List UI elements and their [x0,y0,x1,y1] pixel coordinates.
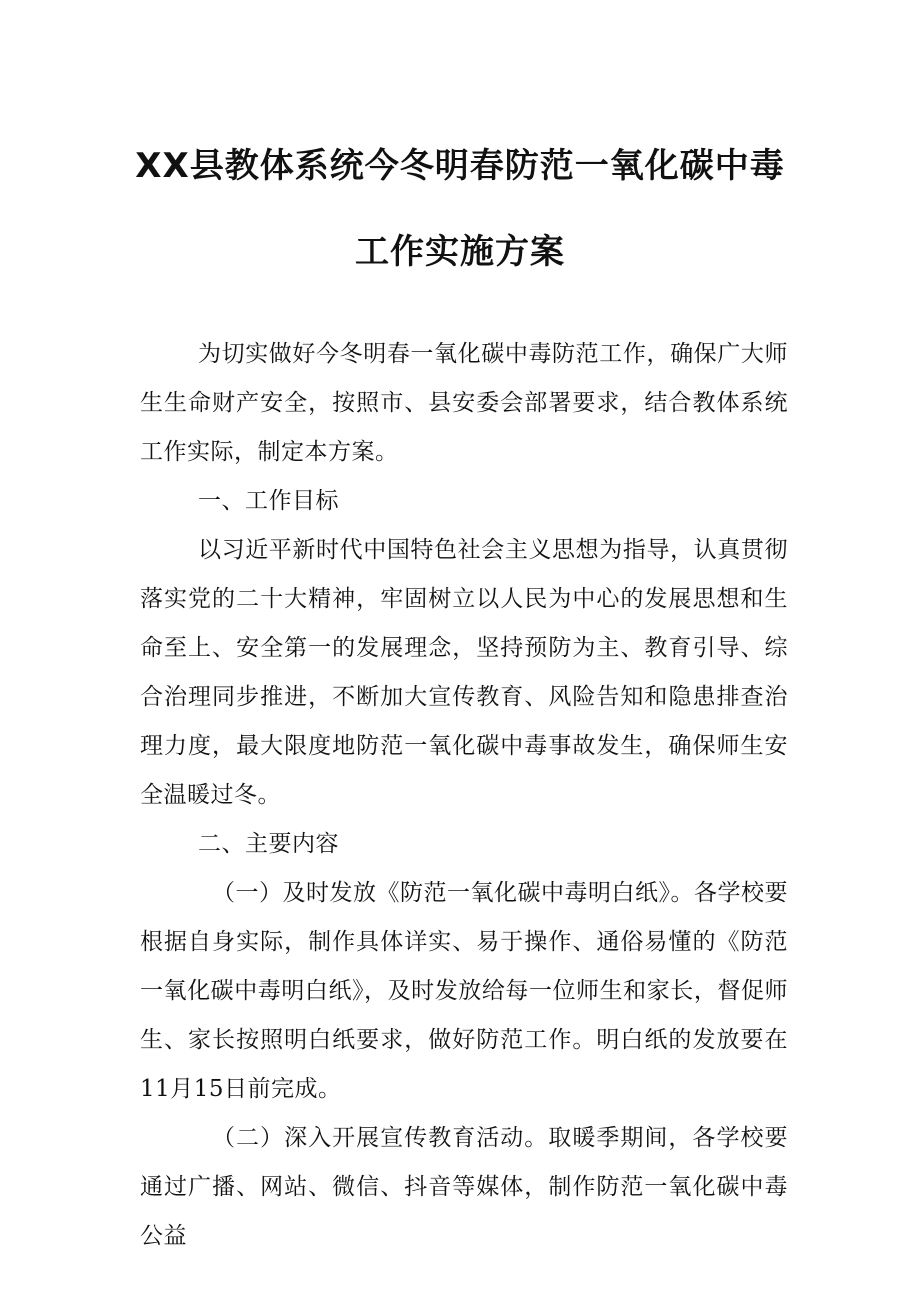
document-title-line-1: XX县教体系统今冬明春防范一氧化碳中毒 [135,146,785,186]
item-1-paragraph: （一）及时发放《防范一氧化碳中毒明白纸》。各学校要根据自身实际，制作具体详实、易于操作、通俗易懂的《防范一氧化碳中毒明白纸》，及时发放给每一位师生和家长，督促师生、家长按照明白纸要求，做好防范工作。明白纸的发放要在11月15日前完成。 [140,880,788,1102]
item-2-paragraph: （二）深入开展宣传教育活动。取暖季期间，各学校要通过广播、网站、微信、抖音等媒体，制作防范一氧化碳中毒公益 [140,1125,788,1249]
section-1-heading: 一、工作目标 [198,488,339,514]
section-2-heading: 二、主要内容 [198,831,339,857]
document-title-line-2: 工作实施方案 [355,232,565,272]
section-1-paragraph: 以习近平新时代中国特色社会主义思想为指导，认真贯彻落实党的二十大精神，牢固树立以人民为中心的发展思想和生命至上、安全第一的发展理念，坚持预防为主、教育引导、综合治理同步推进，不断加大宣传教育、风险告知和隐患排查治理力度，最大限度地防范一氧化碳中毒事故发生，确保师生安全温暖过冬。 [140,537,788,808]
document-body [140,330,788,1261]
intro-paragraph: 为切实做好今冬明春一氧化碳中毒防范工作，确保广大师生生命财产安全，按照市、县安委会部署要求，结合教体系统工作实际，制定本方案。 [140,341,788,465]
